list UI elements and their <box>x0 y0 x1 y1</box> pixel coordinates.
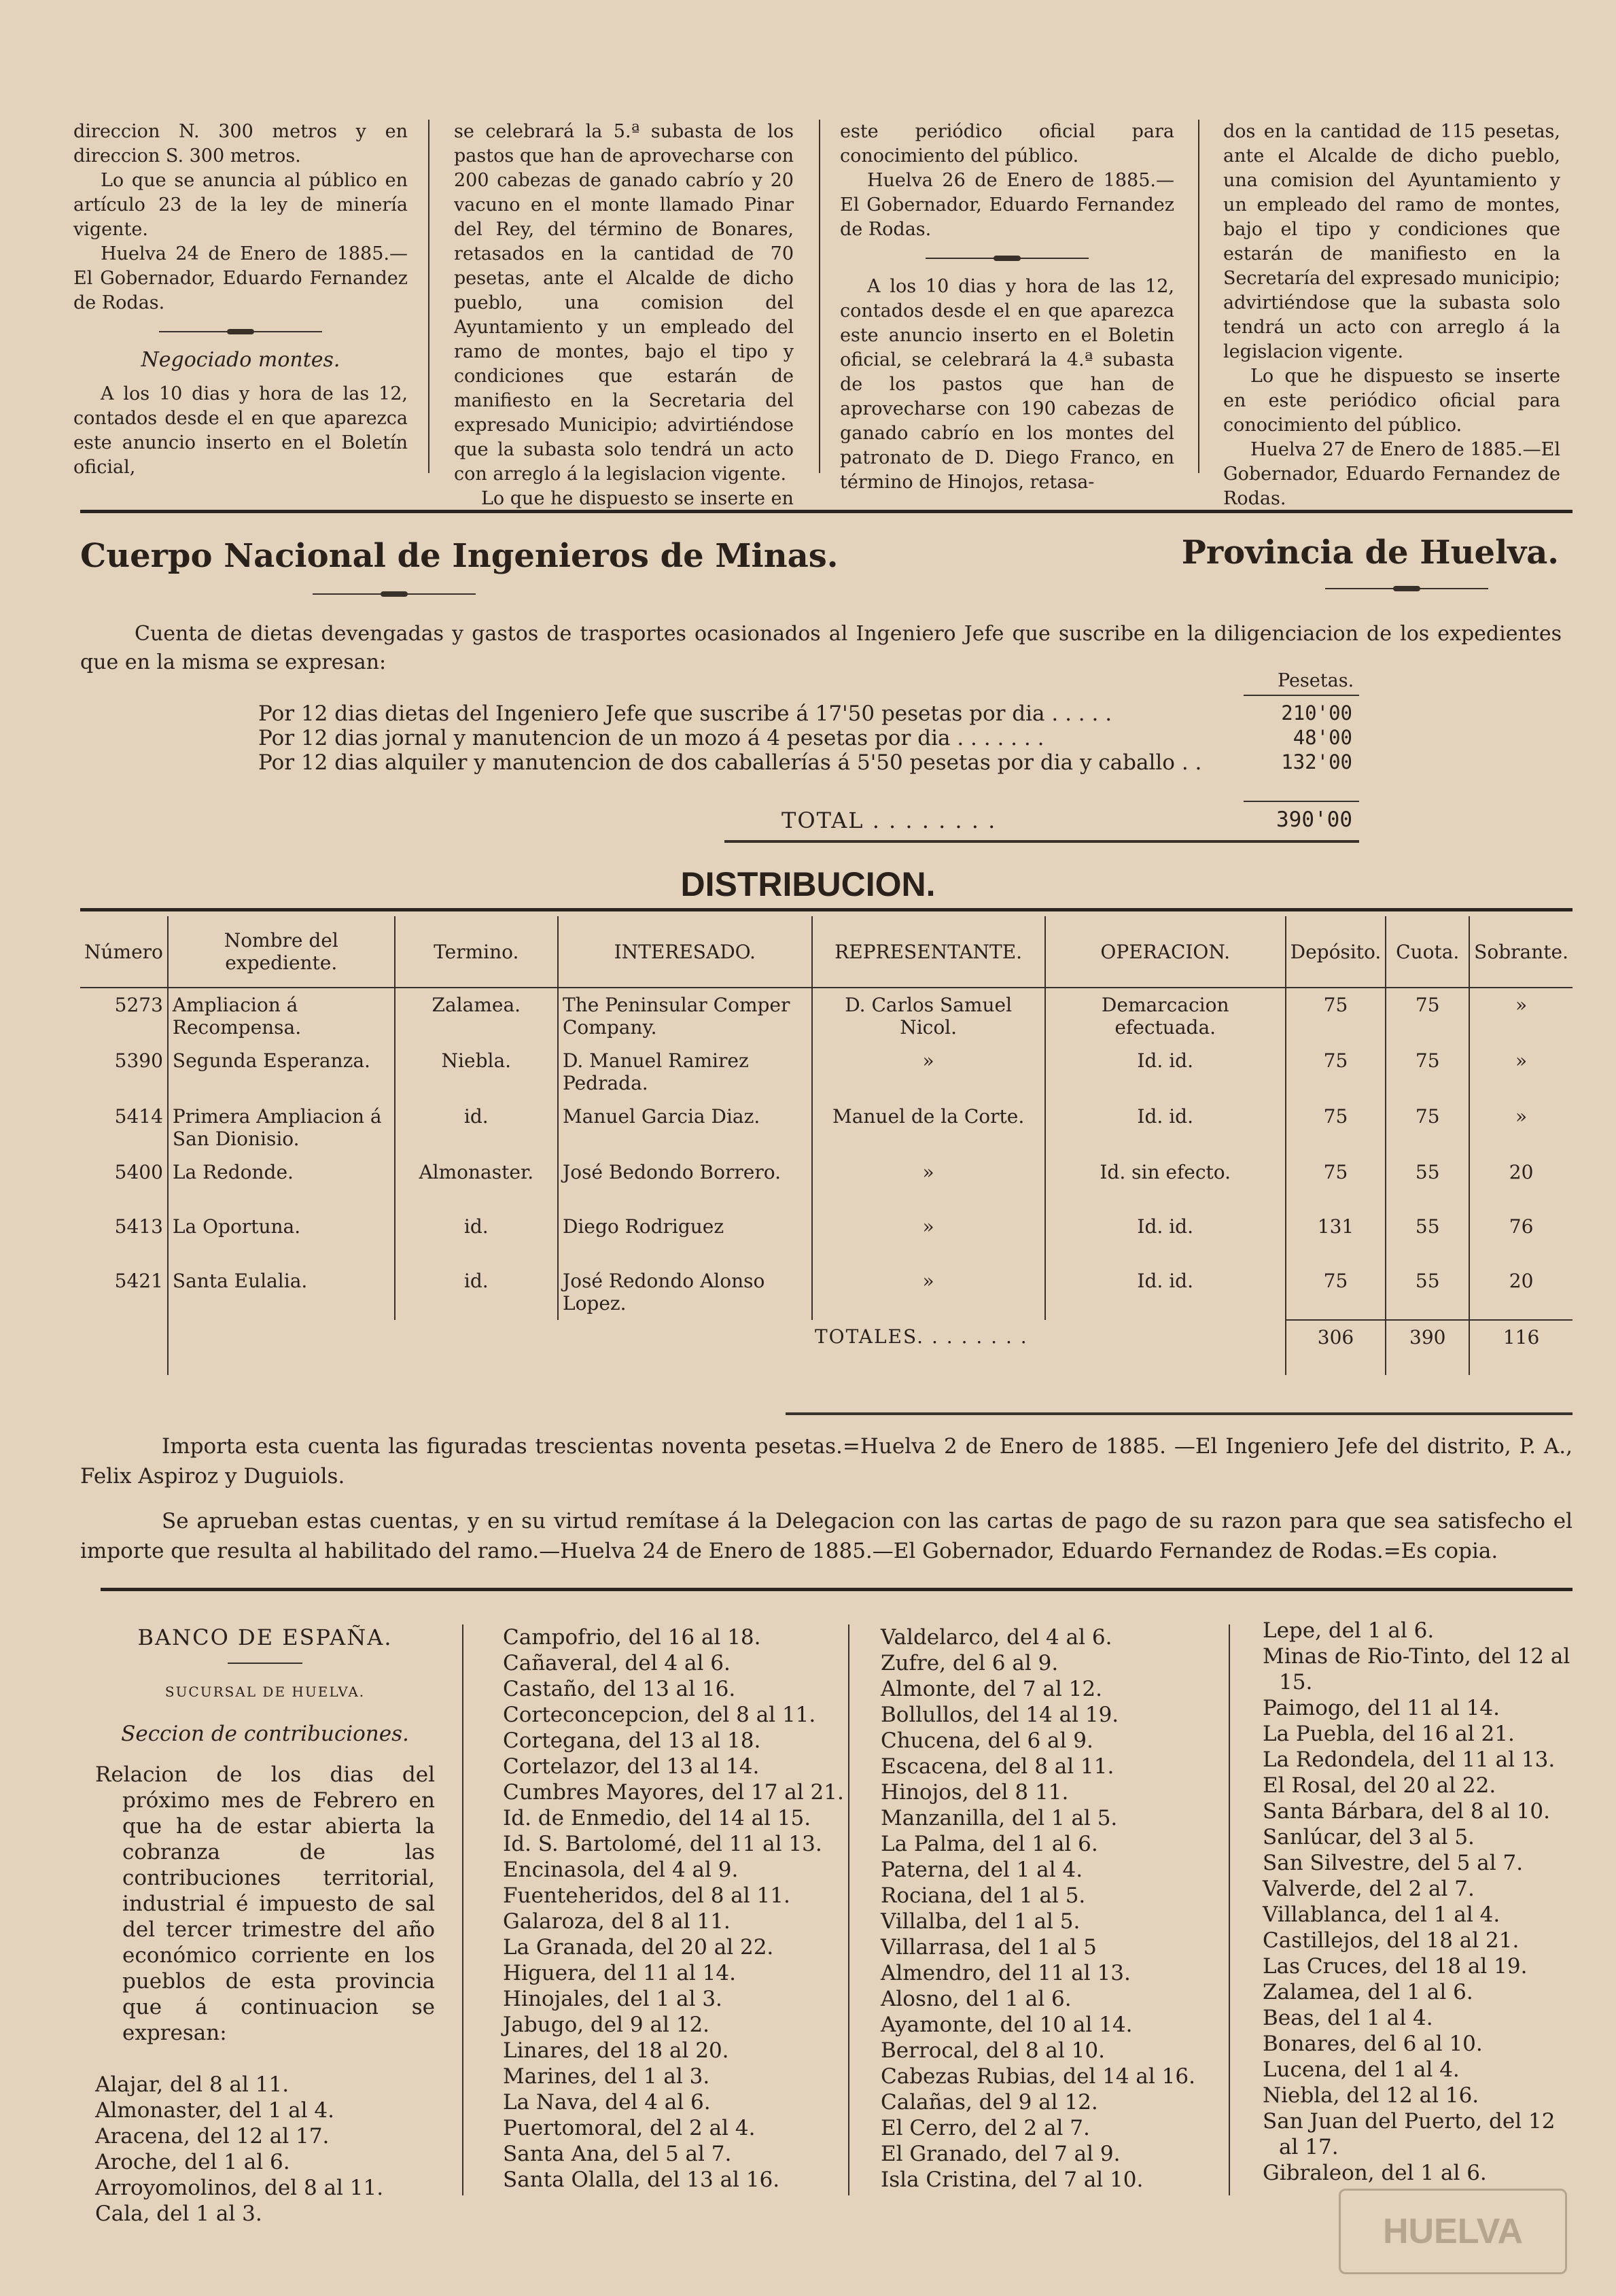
section-rule <box>101 1588 1573 1591</box>
top-column-2 <box>454 120 794 511</box>
cell-operacion: Id. id. <box>1045 1044 1286 1100</box>
totales-label: TOTALES. . . . . . . . <box>558 1320 1286 1375</box>
list-item: Berrocal, del 8 al 10. <box>881 2038 1105 2063</box>
list-item: Valdelarco, del 4 al 6. <box>881 1625 1112 1650</box>
table-row <box>80 1264 1573 1320</box>
ornament-divider <box>1325 586 1488 591</box>
table-top-rule <box>80 908 1573 911</box>
table-row <box>80 1044 1573 1100</box>
cell-numero: 5414 <box>80 1100 168 1155</box>
col-header-deposito: Depósito. <box>1286 916 1386 988</box>
list-item: Isla Cristina, del 7 al 10. <box>881 2168 1144 2192</box>
cell-sobrante: » <box>1515 1049 1528 1072</box>
col4-p2: Lo que he dispuesto se inserte en este periódico oficial para conocimiento del público. <box>1223 366 1560 436</box>
aprueban-paragraph: Se aprueban estas cuentas, y en su virtud remítase á la Delegacion con las cartas de pago de su razon para que sea satisfecho el importe que resulta al habilitado del ramo.—Huelva 24 de Enero de 1885.—El Gobernador, Eduardo Fernandez de Rodas.=Es copia. <box>80 1509 1573 1563</box>
cuenta-amount: 210'00 <box>1281 701 1352 725</box>
col-header-nombre: Nombre del expediente. <box>168 916 395 988</box>
list-item: La Granada, del 20 al 22. <box>503 1935 774 1960</box>
column-divider <box>1229 1624 1230 2195</box>
archive-watermark-logo: HUELVA <box>1339 2189 1567 2274</box>
cell-operacion: Id. id. <box>1045 1210 1286 1264</box>
list-item: Galaroza, del 8 al 11. <box>503 1909 731 1934</box>
list-item: Cortelazor, del 13 al 14. <box>503 1754 760 1779</box>
pueblos-list-3 <box>881 1624 1195 2193</box>
col-header-numero: Número <box>80 916 168 988</box>
cuerpo-title: Cuerpo Nacional de Ingenieros de Minas. <box>80 537 839 575</box>
list-item: El Cerro, del 2 al 7. <box>881 2116 1090 2140</box>
cell-deposito: 75 <box>1286 1155 1386 1210</box>
totales-spacer <box>395 1320 558 1375</box>
col-header-interesado: INTERESADO. <box>558 916 812 988</box>
list-item: Corteconcepcion, del 8 al 11. <box>503 1703 816 1727</box>
totales-row <box>80 1320 1573 1375</box>
col3-p1: este periódico oficial para conocimiento del público. <box>840 121 1174 167</box>
cell-interesado: José Redondo Alonso Lopez. <box>558 1264 812 1320</box>
banco-column <box>95 1624 435 2227</box>
banco-subtitle: SUCURSAL DE HUELVA. <box>164 1684 366 1700</box>
cell-operacion: Id. sin efecto. <box>1045 1155 1286 1210</box>
col-header-termino: Termino. <box>395 916 558 988</box>
list-item: Almonaster, del 1 al 4. <box>95 2098 335 2123</box>
cell-interesado: D. Manuel Ramirez Pedrada. <box>558 1044 812 1100</box>
cell-sobrante: » <box>1515 1105 1528 1128</box>
negociado-heading: Negociado montes. <box>141 348 340 372</box>
column-divider <box>1198 120 1199 473</box>
cuenta-intro: Cuenta de dietas devengadas y gastos de trasportes ocasionados al Ingeniero Jefe que suscribe en la diligenciacion de los expedientes que en la misma se expresan: <box>80 622 1562 674</box>
cell-termino: Zalamea. <box>395 988 558 1044</box>
table-row <box>80 1210 1573 1264</box>
top-column-1 <box>73 120 408 480</box>
cell-numero: 5390 <box>80 1044 168 1100</box>
list-item: Alajar, del 8 al 11. <box>95 2072 289 2097</box>
list-item: El Granado, del 7 al 9. <box>881 2142 1121 2166</box>
top-column-4 <box>1223 120 1560 511</box>
list-item: Almonte, del 7 al 12. <box>881 1677 1102 1701</box>
col3-p2: Huelva 26 de Enero de 1885.—El Gobernador, Eduardo Fernandez de Rodas. <box>840 170 1174 240</box>
ornament-divider <box>926 256 1089 261</box>
list-item: Id. de Enmedio, del 14 al 15. <box>503 1806 811 1830</box>
cell-interesado: Diego Rodriguez <box>558 1210 812 1264</box>
list-item: Cañaveral, del 4 al 6. <box>503 1651 731 1675</box>
cell-operacion: Id. id. <box>1045 1264 1286 1320</box>
cell-interesado: Manuel Garcia Diaz. <box>558 1100 812 1155</box>
list-item: Cala, del 1 al 3. <box>95 2202 262 2226</box>
list-item: San Silvestre, del 5 al 7. <box>1263 1851 1524 1875</box>
cell-sobrante: 20 <box>1509 1161 1534 1183</box>
list-item: Fuenteheridos, del 8 al 11. <box>503 1883 790 1908</box>
list-item: Zufre, del 6 al 9. <box>881 1651 1059 1675</box>
list-item: Castaño, del 13 al 16. <box>503 1677 736 1701</box>
cell-deposito: 75 <box>1286 988 1386 1044</box>
col2-p1: se celebrará la 5.ª subasta de los pastos que han de aprovecharse con 200 cabezas de ganado cabrío y 20 vacuno en el monte llamado Pinar del Rey, del término de Bonares, retasados en la cantidad de 70 pesetas, ante el Alcalde de dicho pueblo, una comision del Ayuntamiento y un empleado del ramo de montes, bajo el tipo y condiciones que estarán de manifiesto en la Secretaria del expresado Municipio; advirtiéndose que la subasta solo tendrá un acto con arreglo á la legislacion vigente. <box>454 121 794 485</box>
list-item: Sanlúcar, del 3 al 5. <box>1263 1825 1475 1849</box>
total-rule <box>724 840 1359 843</box>
sum-rule <box>1244 801 1359 802</box>
list-item: Alosno, del 1 al 6. <box>881 1987 1072 2011</box>
list-item: Valverde, del 2 al 7. <box>1263 1877 1475 1901</box>
cell-deposito: 75 <box>1286 1100 1386 1155</box>
list-item: Chucena, del 6 al 9. <box>881 1728 1093 1753</box>
cell-termino: id. <box>395 1100 558 1155</box>
cell-cuota: 75 <box>1386 1044 1469 1100</box>
table-row <box>80 1100 1573 1155</box>
list-item: Id. S. Bartolomé, del 11 al 13. <box>503 1832 822 1856</box>
list-item: Encinasola, del 4 al 9. <box>503 1858 739 1882</box>
list-item: Almendro, del 11 al 13. <box>881 1961 1131 1985</box>
cell-sobrante: » <box>1515 994 1528 1016</box>
col-header-representante: REPRESENTANTE. <box>812 916 1045 988</box>
list-item: Cabezas Rubias, del 14 al 16. <box>881 2064 1195 2089</box>
pesetas-rule <box>1244 695 1359 696</box>
ornament-divider <box>159 329 322 334</box>
list-item: Aroche, del 1 al 6. <box>95 2150 290 2174</box>
totales-cuota: 390 <box>1386 1320 1469 1375</box>
list-item: Arroyomolinos, del 8 al 11. <box>95 2176 384 2200</box>
col3-p3: A los 10 dias y hora de las 12, contados desde el en que aparezca este anuncio inserto en el Boletin oficial, se celebrará la 4.ª subasta de los pastos que han de aprovecharse con 190 cabezas de ganado cabrío en los montes del patronato de D. Diego Franco, en término de Hinojos, retasa- <box>840 276 1174 493</box>
list-item: Paterna, del 1 al 4. <box>881 1858 1083 1882</box>
list-item: Gibraleon, del 1 al 6. <box>1263 2161 1487 2185</box>
total-label: TOTAL . . . . . . . . <box>781 807 997 833</box>
col1-p2: Lo que se anuncia al público en artículo 23 de la ley de minería vigente. <box>73 170 408 240</box>
cell-cuota: 55 <box>1386 1155 1469 1210</box>
cell-deposito: 131 <box>1286 1210 1386 1264</box>
list-item: Calañas, del 9 al 12. <box>881 2090 1098 2115</box>
cell-representante: » <box>812 1210 1045 1264</box>
importa-paragraph: Importa esta cuenta las figuradas trescientas noventa pesetas.=Huelva 2 de Enero de 1885. —El Ingeniero Jefe del distrito, P. A., Felix Aspiroz y Duguiols. <box>80 1434 1573 1489</box>
cell-termino: id. <box>395 1210 558 1264</box>
cell-nombre: Segunda Esperanza. <box>168 1044 395 1100</box>
list-item: La Puebla, del 16 al 21. <box>1263 1722 1515 1746</box>
list-item: Bollullos, del 14 al 19. <box>881 1703 1119 1727</box>
list-item: Manzanilla, del 1 al 5. <box>881 1806 1118 1830</box>
list-item: Ayamonte, del 10 al 14. <box>881 2013 1133 2037</box>
list-item: Castillejos, del 18 al 21. <box>1263 1928 1520 1953</box>
cell-nombre: Ampliacion á Recompensa. <box>168 988 395 1044</box>
totales-spacer <box>80 1320 168 1375</box>
list-item: Higuera, del 11 al 14. <box>503 1961 736 1985</box>
col-header-sobrante: Sobrante. <box>1469 916 1573 988</box>
section-rule <box>80 510 1573 513</box>
cell-termino: id. <box>395 1264 558 1320</box>
list-item: Hinojos, del 8 11. <box>881 1780 1069 1805</box>
list-item: La Palma, del 1 al 6. <box>881 1832 1098 1856</box>
cell-numero: 5273 <box>80 988 168 1044</box>
banco-section: Seccion de contribuciones. <box>121 1722 409 1746</box>
cuenta-amount: 132'00 <box>1281 750 1352 773</box>
col4-p1: dos en la cantidad de 115 pesetas, ante el Alcalde de dicho pueblo, una comision del Ayuntamiento y un empleado del ramo de montes, bajo el tipo y condiciones que estarán de manifiesto en la Secretaría del expresado municipio; advirtiéndose que la subasta solo tendrá un acto con arreglo á la legislacion vigente. <box>1223 121 1560 362</box>
cell-nombre: Santa Eulalia. <box>168 1264 395 1320</box>
column-divider <box>848 1624 849 2195</box>
list-item: Beas, del 1 al 4. <box>1263 2006 1433 2030</box>
list-item: La Redondela, del 11 al 13. <box>1263 1747 1556 1772</box>
cell-deposito: 75 <box>1286 1264 1386 1320</box>
cell-cuota: 75 <box>1386 1100 1469 1155</box>
col-header-operacion: OPERACION. <box>1045 916 1286 988</box>
totales-spacer <box>168 1320 395 1375</box>
pueblos-list-1 <box>95 2072 435 2227</box>
cell-representante: » <box>812 1155 1045 1210</box>
cell-operacion: Demarcacion efectuada. <box>1045 988 1286 1044</box>
cell-termino: Niebla. <box>395 1044 558 1100</box>
cuenta-item: Por 12 dias alquiler y manutencion de dos caballerías á 5'50 pesetas por dia y caballo . . <box>258 750 1202 775</box>
list-item: Villalba, del 1 al 5. <box>881 1909 1081 1934</box>
list-item: Hinojales, del 1 al 3. <box>503 1987 722 2011</box>
list-item: Villablanca, del 1 al 4. <box>1263 1902 1500 1927</box>
list-item: El Rosal, del 20 al 22. <box>1263 1773 1496 1798</box>
total-amount: 390'00 <box>1276 807 1352 832</box>
list-item: Rociana, del 1 al 5. <box>881 1883 1086 1908</box>
column-divider <box>462 1624 463 2195</box>
col-header-cuota: Cuota. <box>1386 916 1469 988</box>
pueblos-list-2 <box>503 1624 844 2193</box>
col4-p3: Huelva 27 de Enero de 1885.—El Gobernador, Eduardo Fernandez de Rodas. <box>1223 439 1560 509</box>
cell-nombre: La Oportuna. <box>168 1210 395 1264</box>
totales-sobrante: 116 <box>1469 1320 1573 1375</box>
cell-representante: » <box>812 1264 1045 1320</box>
list-item: Zalamea, del 1 al 6. <box>1263 1980 1473 2004</box>
cell-cuota: 55 <box>1386 1264 1469 1320</box>
cell-nombre: Primera Ampliacion á San Dionisio. <box>168 1100 395 1155</box>
cuenta-item: Por 12 dias dietas del Ingeniero Jefe que suscribe á 17'50 pesetas por dia . . . . . <box>258 701 1112 726</box>
top-column-3 <box>840 120 1174 495</box>
col1-p4: A los 10 dias y hora de las 12, contados desde el en que aparezca este anuncio inserto en el Boletín oficial, <box>73 383 408 478</box>
list-item: Linares, del 18 al 20. <box>503 2038 729 2063</box>
cell-cuota: 75 <box>1386 988 1469 1044</box>
cell-representante: » <box>812 1044 1045 1100</box>
pueblos-list-4 <box>1263 1618 1575 2186</box>
provincia-title: Provincia de Huelva. <box>1181 534 1559 572</box>
table-row <box>80 1155 1573 1210</box>
list-item: Bonares, del 6 al 10. <box>1263 2032 1483 2056</box>
cell-interesado: The Peninsular Comper Company. <box>558 988 812 1044</box>
cuenta-item: Por 12 dias jornal y manutencion de un mozo á 4 pesetas por dia . . . . . . . <box>258 726 1044 750</box>
cell-representante: Manuel de la Corte. <box>812 1100 1045 1155</box>
cell-numero: 5421 <box>80 1264 168 1320</box>
list-item: La Nava, del 4 al 6. <box>503 2090 711 2115</box>
cell-termino: Almonaster. <box>395 1155 558 1210</box>
list-item: Cortegana, del 13 al 18. <box>503 1728 761 1753</box>
cell-nombre: La Redonde. <box>168 1155 395 1210</box>
list-item: Campofrio, del 16 al 18. <box>503 1625 761 1650</box>
column-divider <box>819 120 820 473</box>
list-item: Niebla, del 12 al 16. <box>1263 2083 1479 2108</box>
cell-deposito: 75 <box>1286 1044 1386 1100</box>
banco-title: BANCO DE ESPAÑA. <box>137 1624 393 1650</box>
cell-representante: D. Carlos Samuel Nicol. <box>812 988 1045 1044</box>
list-item: Cumbres Mayores, del 17 al 21. <box>503 1780 844 1805</box>
col2-p2: Lo que he dispuesto se inserte en <box>481 488 794 509</box>
list-item: Santa Ana, del 5 al 7. <box>503 2142 732 2166</box>
list-item: Santa Olalla, del 13 al 16. <box>503 2168 780 2192</box>
cell-numero: 5400 <box>80 1155 168 1210</box>
cell-interesado: José Bedondo Borrero. <box>558 1155 812 1210</box>
cell-numero: 5413 <box>80 1210 168 1264</box>
totales-rule <box>786 1412 1573 1415</box>
list-item: Minas de Rio-Tinto, del 12 al 15. <box>1263 1644 1570 1694</box>
col1-p3: Huelva 24 de Enero de 1885.—El Gobernador, Eduardo Fernandez de Rodas. <box>73 243 408 313</box>
cell-sobrante: 76 <box>1509 1215 1534 1238</box>
pesetas-header: Pesetas. <box>1278 670 1354 691</box>
distribucion-title: DISTRIBUCION. <box>680 865 936 903</box>
list-item: Santa Bárbara, del 8 al 10. <box>1263 1799 1550 1824</box>
ornament-divider <box>313 591 476 597</box>
short-rule <box>228 1663 302 1664</box>
cell-operacion: Id. id. <box>1045 1100 1286 1155</box>
list-item: Escacena, del 8 al 11. <box>881 1754 1114 1779</box>
list-item: Puertomoral, del 2 al 4. <box>503 2116 756 2140</box>
list-item: Aracena, del 12 al 17. <box>95 2124 330 2149</box>
list-item: San Juan del Puerto, del 12 al 17. <box>1263 2109 1556 2159</box>
cell-sobrante: 20 <box>1509 1270 1534 1292</box>
totales-deposito: 306 <box>1286 1320 1386 1375</box>
list-item: Las Cruces, del 18 al 19. <box>1263 1954 1528 1979</box>
col1-p1: direccion N. 300 metros y en direccion S. 300 metros. <box>73 121 408 167</box>
list-item: Lepe, del 1 al 6. <box>1263 1618 1435 1643</box>
column-divider <box>428 120 429 473</box>
table-header-row <box>80 916 1573 988</box>
banco-intro: Relacion de los dias del próximo mes de Febrero en que ha de estar abierta la cobranza de las contribuciones territorial, industrial é impuesto de sal del tercer trimestre del año económico corriente en los pueblos de esta provincia que á continuacion se expresan: <box>95 1762 435 2045</box>
distribucion-table <box>80 916 1573 1375</box>
list-item: Marines, del 1 al 3. <box>503 2064 710 2089</box>
list-item: Jabugo, del 9 al 12. <box>503 2013 710 2037</box>
cuenta-amount: 48'00 <box>1293 726 1352 749</box>
table-row <box>80 988 1573 1044</box>
list-item: Villarrasa, del 1 al 5 <box>881 1935 1097 1960</box>
cell-cuota: 55 <box>1386 1210 1469 1264</box>
list-item: Paimogo, del 11 al 14. <box>1263 1696 1500 1720</box>
list-item: Lucena, del 1 al 4. <box>1263 2057 1460 2082</box>
